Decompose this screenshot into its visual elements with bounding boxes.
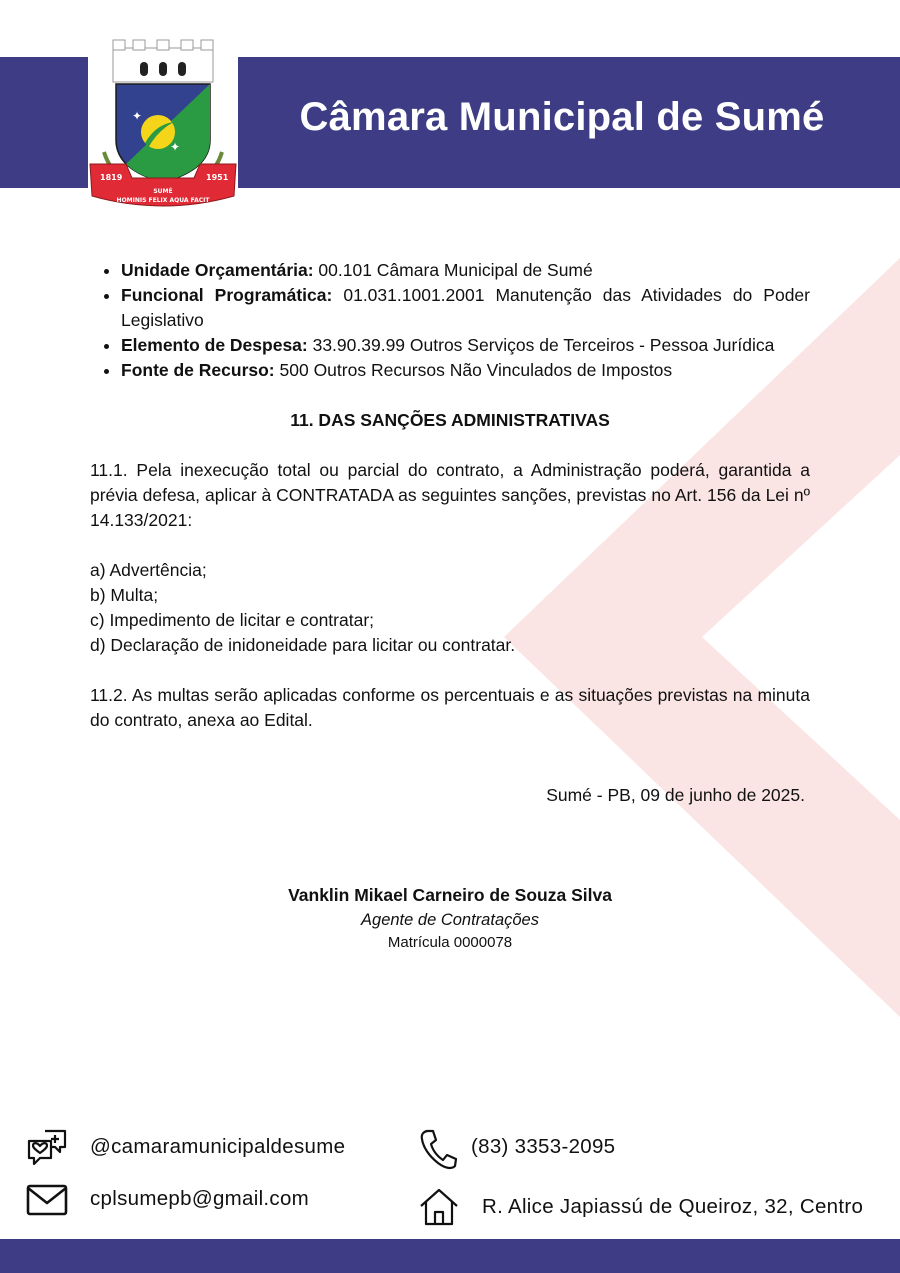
municipal-crest [88, 32, 238, 212]
sanction-item: d) Declaração de inidoneidade para licitar ou contratar. [90, 635, 516, 655]
budget-item [121, 333, 810, 358]
document-date: Sumé - PB, 09 de junho de 2025. [546, 785, 805, 805]
crest-year-right: 1951 [206, 173, 229, 182]
house-icon [418, 1187, 460, 1227]
mail-icon [26, 1183, 68, 1217]
budget-item [121, 283, 810, 333]
phone-icon [418, 1128, 458, 1170]
crest-town: SUMÉ [153, 188, 173, 195]
budget-label: Unidade Orçamentária: [121, 260, 314, 280]
crest-year-left: 1819 [100, 173, 123, 182]
svg-text:✦: ✦ [132, 109, 143, 123]
svg-text:✦: ✦ [170, 140, 181, 154]
budget-item [121, 358, 810, 383]
budget-value: 33.90.39.99 Outros Serviços de Terceiros - Pessoa Jurídica [307, 335, 775, 355]
section-title: 11. DAS SANÇÕES ADMINISTRATIVAS [290, 410, 610, 430]
budget-label: Funcional Programática: [121, 285, 333, 305]
signer-registration: Matrícula 0000078 [387, 934, 513, 951]
footer-band [0, 1239, 900, 1273]
sanction-item: c) Impedimento de licitar e contratar; [90, 610, 375, 630]
signer-name: Vanklin Mikael Carneiro de Souza Silva [288, 885, 612, 905]
sanction-item: b) Multa; [90, 585, 159, 605]
social-chat-icon [26, 1128, 68, 1170]
street-address: R. Alice Japiassú de Queiroz, 32, Centro [482, 1195, 864, 1218]
phone-number[interactable]: (83) 3353-2095 [471, 1135, 616, 1158]
paragraph-11-1: 11.1. Pela inexecução total ou parcial do contrato, a Administração poderá, garantida a prévia defesa, aplicar à CONTRATADA as seguintes sanções, previstas no Art. 156 da Lei nº 14.133/2021: [90, 460, 810, 530]
budget-label: Fonte de Recurso: [121, 360, 275, 380]
budget-list [90, 258, 810, 383]
signer-role: Agente de Contratações [361, 911, 539, 929]
sanctions-list [90, 558, 810, 658]
sanction-item: a) Advertência; [90, 560, 207, 580]
email-address[interactable]: cplsumepb@gmail.com [90, 1187, 310, 1210]
signature-block [90, 883, 810, 954]
budget-value: 00.101 Câmara Municipal de Sumé [313, 260, 593, 280]
social-handle[interactable]: @camaramunicipaldesume [90, 1135, 346, 1158]
budget-value: 01.031.1001.2001 Manutenção das Atividades do Poder Legislativo [121, 285, 810, 330]
budget-value: 500 Outros Recursos Não Vinculados de Impostos [274, 360, 673, 380]
page-title: Câmara Municipal de Sumé [299, 95, 825, 139]
crest-motto: HOMINIS FELIX AQUA FACIT [116, 197, 210, 204]
budget-label: Elemento de Despesa: [121, 335, 308, 355]
budget-item [121, 258, 810, 283]
document-body [90, 258, 810, 808]
paragraph-11-2: 11.2. As multas serão aplicadas conforme os percentuais e as situações previstas na minuta do contrato, anexa ao Edital. [90, 685, 810, 730]
